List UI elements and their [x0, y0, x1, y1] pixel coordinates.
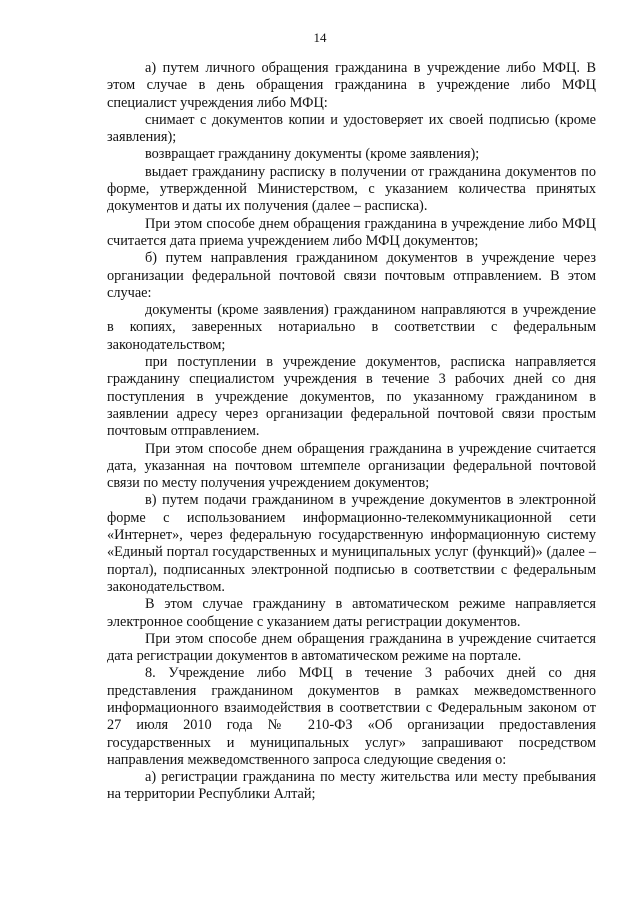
paragraph: возвращает гражданину документы (кроме заявления); [145, 146, 480, 163]
paragraph: а) регистрации гражданина по месту жительства или месту пребывания на территории Республики Алтай; [107, 769, 596, 803]
paragraph: при поступлении в учреждение документов, расписка направляется гражданину специалистом учреждения в течение 3 рабочих дней со дня поступления в учреждение документов, по указанному гражданином в заявлении адресу через организации федеральной почтовой связи простым почтовым отправлением. [107, 354, 596, 440]
paragraph: документы (кроме заявления) гражданином направляются в учреждение в копиях, заверенных нотариально в соответствии с федеральным законодательством; [107, 302, 596, 353]
page-number: 14 [313, 30, 327, 45]
paragraph: При этом способе днем обращения гражданина в учреждение либо МФЦ считается дата приема учреждением либо МФЦ документов; [107, 215, 596, 249]
paragraph: При этом способе днем обращения гражданина в учреждение считается дата регистрации документов в автоматическом режиме на портале. [107, 630, 596, 665]
paragraph: в) путем подачи гражданином в учреждение документов в электронной форме с использованием информационно-телекоммуникационной сети «Интернет», через федеральную государственную информационную систему «Единый портал государственных и муниципальных услуг (функций)» (далее – портал), подписанных электронной подписью в соответствии с федеральным законодательством. [107, 492, 596, 595]
paragraph: выдает гражданину расписку в получении от гражданина документов по форме, утвержденной Министерством, с указанием количества принятых документов и даты их получения (далее – расписка). [107, 163, 596, 215]
document-body [107, 60, 596, 804]
paragraph: В этом случае гражданину в автоматическом режиме направляется электронное сообщение с указанием даты регистрации документов. [107, 596, 596, 630]
paragraph: При этом способе днем обращения гражданина в учреждение считается дата, указанная на почтовом штемпеле организации федеральной почтовой связи по месту получения учреждением документов; [107, 440, 596, 492]
paragraph: а) путем личного обращения гражданина в учреждение либо МФЦ. В этом случае в день обращения гражданина в учреждение либо МФЦ специалист учреждения либо МФЦ: [107, 60, 596, 111]
paragraph: 8. Учреждение либо МФЦ в течение 3 рабочих дней со дня представления гражданином документов в рамках межведомственного информационного взаимодействия в соответствии с Федеральным законом от 27 июля 2010 года № 210-ФЗ «Об организации предоставления государственных и муниципальных услуг» запрашивают посредством направления межведомственного запроса следующие сведения о: [107, 665, 596, 768]
paragraph: б) путем направления гражданином документов в учреждение через организации федеральной почтовой связи почтовым отправлением. В этом случае: [107, 250, 596, 301]
paragraph: снимает с документов копии и удостоверяет их своей подписью (кроме заявления); [107, 111, 596, 146]
